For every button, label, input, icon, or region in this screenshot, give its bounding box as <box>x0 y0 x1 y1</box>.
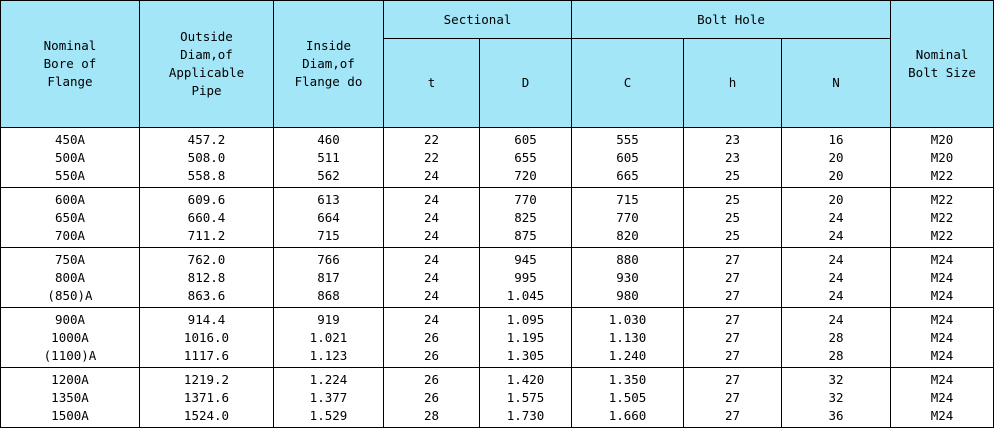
cell-outside-diam <box>140 248 274 308</box>
cell-value: 1.240 <box>608 347 647 363</box>
header-line: Nominal <box>915 47 969 62</box>
cell-value: M24 <box>930 389 954 405</box>
cell-value: M22 <box>930 209 954 225</box>
header-line: Flange do <box>294 74 363 89</box>
cell-outside-diam <box>140 368 274 428</box>
header-C: C <box>572 39 684 128</box>
cell-value: 24 <box>423 251 440 267</box>
cell-value: 700A <box>54 227 86 243</box>
cell-value: 995 <box>514 269 537 285</box>
cell-value: 1350A <box>51 389 89 405</box>
cell-outside-diam <box>140 308 274 368</box>
cell-value: 20 <box>828 149 844 165</box>
table-body <box>1 128 994 428</box>
cell-value: M22 <box>930 227 954 243</box>
cell-D <box>480 368 572 428</box>
cell-value: 812.8 <box>187 269 226 285</box>
cell-value: (1100)A <box>43 347 97 363</box>
cell-bolt-size <box>891 368 994 428</box>
cell-value: M24 <box>930 371 954 387</box>
cell-value: 1.420 <box>506 371 545 387</box>
cell-value: 800A <box>54 269 86 285</box>
cell-value: 28 <box>828 329 844 345</box>
cell-N <box>782 308 891 368</box>
cell-D <box>480 188 572 248</box>
cell-value: 1.505 <box>608 389 647 405</box>
cell-value: 24 <box>828 287 844 303</box>
cell-h <box>684 188 782 248</box>
cell-value: 1.095 <box>506 311 545 327</box>
cell-value: 562 <box>317 167 340 183</box>
cell-value: 27 <box>724 347 741 363</box>
header-line: Bolt Size <box>908 65 976 80</box>
cell-value: 660.4 <box>187 209 226 225</box>
cell-value: 20 <box>828 167 844 183</box>
cell-value: 1.045 <box>506 287 545 303</box>
cell-value: 1219.2 <box>183 371 230 387</box>
cell-h <box>684 308 782 368</box>
cell-value: 1016.0 <box>183 329 230 345</box>
cell-N <box>782 248 891 308</box>
cell-bolt-size <box>891 128 994 188</box>
cell-value: 24 <box>423 209 440 225</box>
header-line: Nominal <box>43 38 97 53</box>
cell-value: 27 <box>724 287 741 303</box>
cell-value: 24 <box>828 269 844 285</box>
cell-value: 1524.0 <box>183 407 230 423</box>
cell-t <box>384 308 480 368</box>
cell-value: 945 <box>514 251 537 267</box>
cell-C <box>572 368 684 428</box>
cell-bore <box>1 308 140 368</box>
cell-value: 26 <box>423 329 440 345</box>
header-outside-diam <box>140 1 274 128</box>
cell-value: M24 <box>930 407 954 423</box>
cell-value: 1.123 <box>309 347 348 363</box>
cell-value: 26 <box>423 371 440 387</box>
cell-value: 500A <box>54 149 86 165</box>
cell-value: M24 <box>930 311 954 327</box>
cell-inside-diam <box>274 188 384 248</box>
cell-h <box>684 128 782 188</box>
cell-value: 770 <box>616 209 639 225</box>
cell-value: 16 <box>828 131 844 147</box>
cell-value: 24 <box>423 269 440 285</box>
header-D: D <box>480 39 572 128</box>
cell-inside-diam <box>274 368 384 428</box>
cell-value: 1500A <box>51 407 89 423</box>
cell-value: 1.305 <box>506 347 545 363</box>
cell-value: 26 <box>423 347 440 363</box>
cell-value: 766 <box>317 251 340 267</box>
cell-value: 715 <box>616 191 639 207</box>
cell-outside-diam <box>140 128 274 188</box>
cell-value: 980 <box>616 287 639 303</box>
cell-D <box>480 308 572 368</box>
cell-value: 750A <box>54 251 86 267</box>
cell-value: M24 <box>930 347 954 363</box>
cell-value: 762.0 <box>187 251 226 267</box>
cell-value: 27 <box>724 269 741 285</box>
cell-D <box>480 248 572 308</box>
cell-value: 26 <box>423 389 440 405</box>
cell-value: 650A <box>54 209 86 225</box>
cell-value: 930 <box>616 269 639 285</box>
table-row <box>1 248 994 308</box>
cell-value: 770 <box>514 191 537 207</box>
header-line: Bore of <box>43 56 97 71</box>
header-line: Flange <box>47 74 93 89</box>
cell-value: 22 <box>423 131 440 147</box>
cell-value: 1.529 <box>309 407 348 423</box>
cell-C <box>572 248 684 308</box>
cell-value: 1.660 <box>608 407 647 423</box>
header-line: Pipe <box>191 83 222 98</box>
cell-value: 558.8 <box>187 167 226 183</box>
header-line: Inside <box>305 38 352 53</box>
cell-value: 550A <box>54 167 86 183</box>
cell-value: 27 <box>724 389 741 405</box>
cell-value: 24 <box>423 287 440 303</box>
cell-bolt-size <box>891 188 994 248</box>
cell-value: 820 <box>616 227 639 243</box>
cell-C <box>572 308 684 368</box>
cell-value: 27 <box>724 311 741 327</box>
cell-value: 25 <box>724 227 741 243</box>
cell-value: M24 <box>930 287 954 303</box>
cell-h <box>684 368 782 428</box>
cell-value: 457.2 <box>187 131 226 147</box>
cell-h <box>684 248 782 308</box>
cell-value: 28 <box>828 347 844 363</box>
header-N: N <box>782 39 891 128</box>
cell-N <box>782 128 891 188</box>
cell-value: 24 <box>828 227 844 243</box>
cell-value: 28 <box>423 407 440 423</box>
cell-value: 24 <box>828 251 844 267</box>
cell-value: 25 <box>724 167 741 183</box>
cell-value: 32 <box>828 371 844 387</box>
cell-inside-diam <box>274 248 384 308</box>
cell-value: 25 <box>724 191 741 207</box>
cell-value: 1.730 <box>506 407 545 423</box>
cell-value: 1200A <box>51 371 89 387</box>
cell-value: 24 <box>828 311 844 327</box>
header-line: Diam,of <box>180 47 233 62</box>
cell-value: 825 <box>514 209 537 225</box>
cell-value: M24 <box>930 251 954 267</box>
cell-value: 655 <box>514 149 537 165</box>
cell-value: 665 <box>616 167 639 183</box>
cell-value: 23 <box>724 149 741 165</box>
cell-value: 711.2 <box>187 227 226 243</box>
cell-value: 24 <box>423 311 440 327</box>
cell-value: 1.350 <box>608 371 647 387</box>
header-line: Outside <box>180 29 233 44</box>
cell-value: 450A <box>54 131 86 147</box>
cell-value: 880 <box>616 251 639 267</box>
cell-N <box>782 188 891 248</box>
cell-value: 900A <box>54 311 86 327</box>
cell-value: 1.377 <box>309 389 348 405</box>
cell-value: 1000A <box>51 329 89 345</box>
cell-value: (850)A <box>47 287 93 303</box>
cell-value: M20 <box>930 149 954 165</box>
cell-N <box>782 368 891 428</box>
cell-value: 1.224 <box>309 371 348 387</box>
cell-C <box>572 188 684 248</box>
cell-value: 27 <box>724 251 741 267</box>
header-sectional: Sectional <box>384 1 572 39</box>
cell-value: 36 <box>828 407 844 423</box>
cell-value: M20 <box>930 131 954 147</box>
cell-bore <box>1 368 140 428</box>
cell-value: 720 <box>514 167 537 183</box>
cell-bolt-size <box>891 308 994 368</box>
cell-inside-diam <box>274 308 384 368</box>
cell-t <box>384 248 480 308</box>
cell-value: M24 <box>930 269 954 285</box>
header-line: Applicable <box>168 65 245 80</box>
cell-bore <box>1 188 140 248</box>
cell-value: 715 <box>317 227 340 243</box>
cell-value: 914.4 <box>187 311 226 327</box>
cell-value: M24 <box>930 329 954 345</box>
cell-value: 24 <box>828 209 844 225</box>
cell-value: 27 <box>724 407 741 423</box>
cell-value: 1.575 <box>506 389 545 405</box>
header-t: t <box>384 39 480 128</box>
header-inside-diam <box>274 1 384 128</box>
cell-value: 1.030 <box>608 311 647 327</box>
cell-t <box>384 128 480 188</box>
header-line: Diam,of <box>302 56 355 71</box>
header-h: h <box>684 39 782 128</box>
cell-value: 613 <box>317 191 340 207</box>
cell-D <box>480 128 572 188</box>
cell-value: 511 <box>317 149 340 165</box>
cell-value: 1.021 <box>309 329 348 345</box>
cell-value: 22 <box>423 149 440 165</box>
cell-value: 24 <box>423 167 440 183</box>
cell-value: 605 <box>514 131 537 147</box>
cell-value: 600A <box>54 191 86 207</box>
cell-bore <box>1 128 140 188</box>
cell-value: 863.6 <box>187 287 226 303</box>
cell-value: 24 <box>423 191 440 207</box>
cell-value: 20 <box>828 191 844 207</box>
cell-value: 23 <box>724 131 741 147</box>
cell-value: 875 <box>514 227 537 243</box>
cell-value: 24 <box>423 227 440 243</box>
cell-t <box>384 188 480 248</box>
cell-value: 609.6 <box>187 191 226 207</box>
cell-value: M22 <box>930 191 954 207</box>
table-row <box>1 188 994 248</box>
cell-value: 27 <box>724 329 741 345</box>
cell-value: 32 <box>828 389 844 405</box>
cell-value: 508.0 <box>187 149 226 165</box>
cell-value: 1.195 <box>506 329 545 345</box>
cell-value: 1117.6 <box>183 347 230 363</box>
cell-value: 605 <box>616 149 639 165</box>
cell-value: 460 <box>317 131 340 147</box>
cell-C <box>572 128 684 188</box>
header-nominal-bore <box>1 1 140 128</box>
cell-value: 27 <box>724 371 741 387</box>
cell-bore <box>1 248 140 308</box>
cell-outside-diam <box>140 188 274 248</box>
cell-inside-diam <box>274 128 384 188</box>
table-row <box>1 368 994 428</box>
header-row-top <box>1 1 994 39</box>
cell-value: 817 <box>317 269 340 285</box>
cell-value: 1.130 <box>608 329 647 345</box>
header-bolt-hole: Bolt Hole <box>572 1 891 39</box>
cell-value: 1371.6 <box>183 389 230 405</box>
cell-value: 25 <box>724 209 741 225</box>
cell-value: 664 <box>317 209 340 225</box>
table-row <box>1 308 994 368</box>
table-row <box>1 128 994 188</box>
cell-value: 555 <box>616 131 639 147</box>
cell-value: 919 <box>317 311 340 327</box>
cell-t <box>384 368 480 428</box>
header-nominal-bolt-size <box>891 1 994 128</box>
cell-bolt-size <box>891 248 994 308</box>
cell-value: M22 <box>930 167 954 183</box>
cell-value: 868 <box>317 287 340 303</box>
